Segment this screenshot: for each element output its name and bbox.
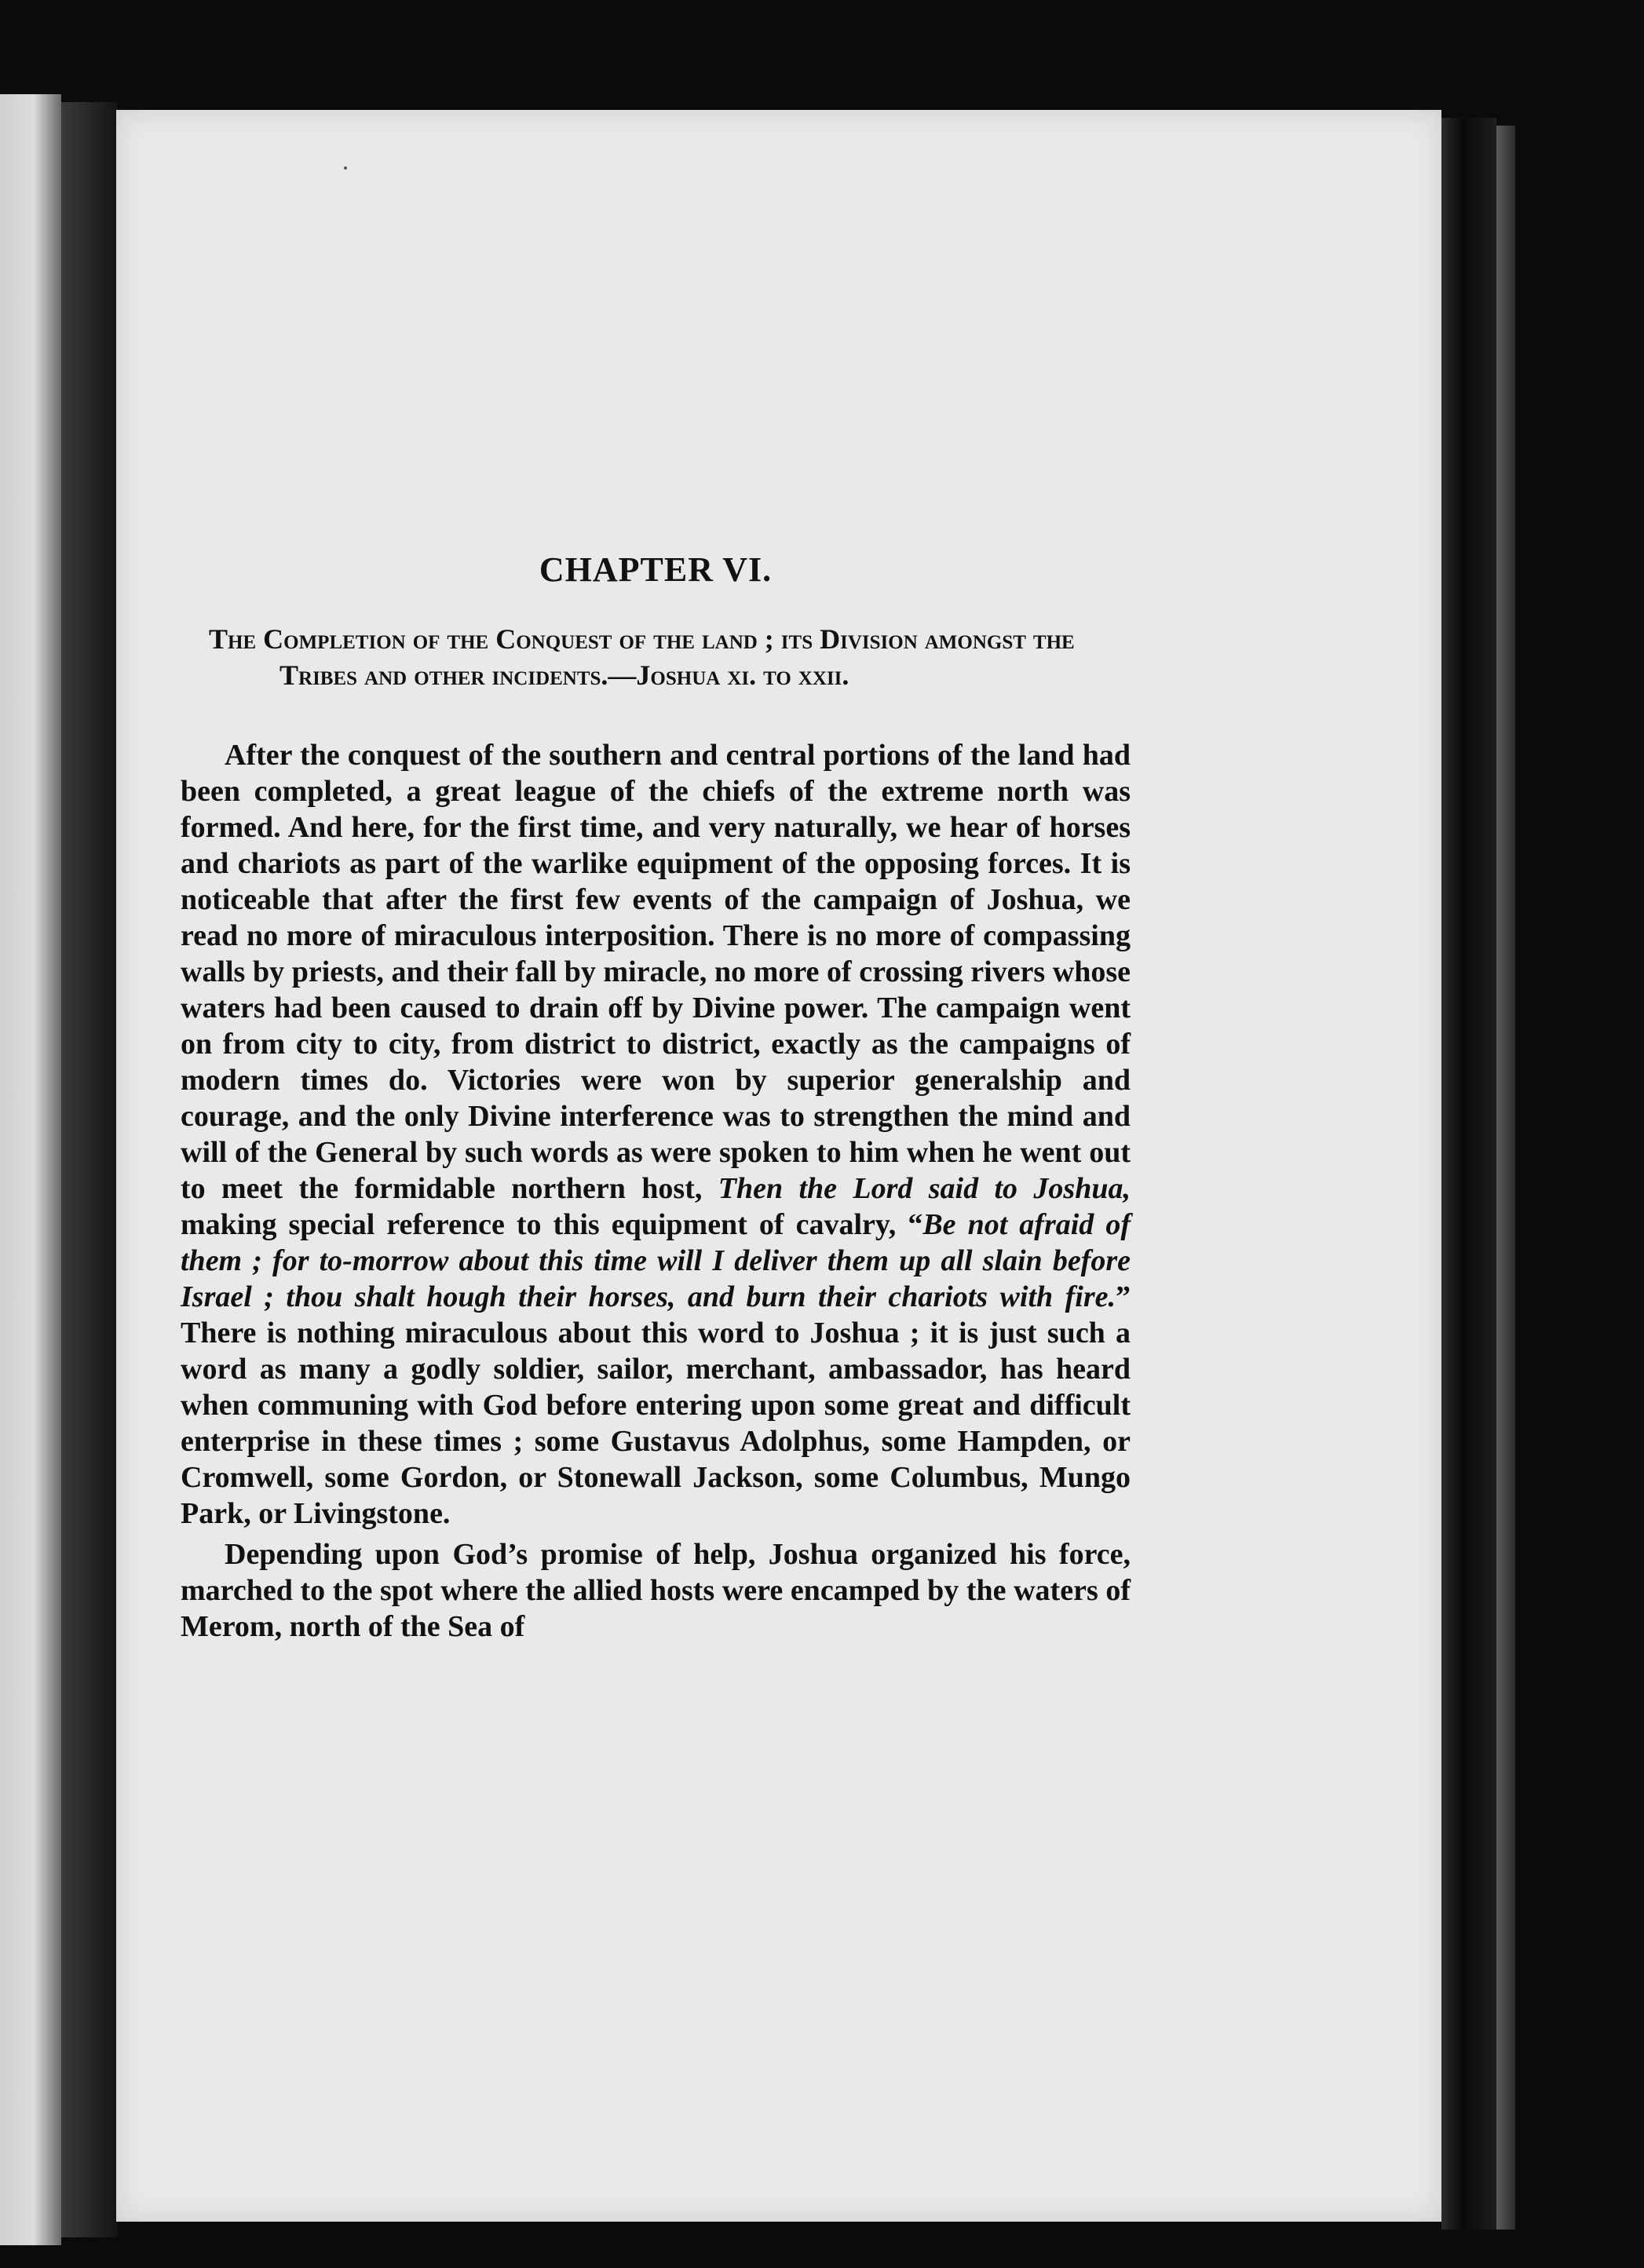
paragraph-1-text-c: making special reference to this equipment of cavalry, “	[181, 1208, 923, 1241]
adjacent-page-edge	[0, 94, 61, 2245]
paragraph-1-italic-quote: Be not afraid of them ; for to-morrow about this time will I deliver them up all slain before Israel ; thou shalt hough their horses, and burn their chariots with fire.	[181, 1208, 1131, 1313]
paragraph-2: Depending upon God’s promise of help, Joshua organized his force, marched to the spot where the allied hosts were encamped by the waters of Merom, north of the Sea of	[181, 1538, 1131, 1643]
page-content	[181, 550, 1131, 1649]
book-spine-shadow	[1441, 118, 1496, 2230]
paragraph-1-italic-b: Then the Lord said to Joshua,	[718, 1172, 1131, 1205]
chapter-title: CHAPTER VI.	[539, 550, 773, 589]
paragraph-1-text-a: After the conquest of the southern and central portions of the land had been completed, a great league of the chiefs of the extreme north was formed. And here, for the first time, and very naturally, we hear of horses and chariots as part of the warlike equipment of the opposing forces. It is noticeable that after the first few events of the campaign of Joshua, we read no more of miraculous interposition. There is no more of compassing walls by priests, and their fall by miracle, no more of crossing rivers whose waters had been caused to drain off by Divine power. The campaign went on from city to city, from district to district, exactly as the campaigns of modern times do. Victories were won by superior generalship and courage, and the only Divine interference was to strengthen the mind and will of the General by such words as were spoken to him when he went out to meet the formidable northern host,	[181, 739, 1131, 1205]
paper-speck	[344, 166, 347, 170]
right-page-edge	[1496, 126, 1515, 2230]
left-gutter-shadow	[61, 102, 118, 2237]
chapter-subtitle: The Completion of the Conquest of the land ; its Division amongst the Tribes and other incidents.—Joshua xi. to xxii.	[209, 623, 1075, 691]
paragraph-1-text-e: ” There is nothing miraculous about this word to Joshua ; it is just such a word as many a godly soldier, sailor, merchant, ambassador, has heard when communing with God before entering upon some great and difficult enterprise in these times ; some Gustavus Adolphus, some Hampden, or Cromwell, some Gordon, or Stonewall Jackson, some Columbus, Mungo Park, or Livingstone.	[181, 1280, 1131, 1530]
paragraph-1	[181, 737, 1131, 1532]
